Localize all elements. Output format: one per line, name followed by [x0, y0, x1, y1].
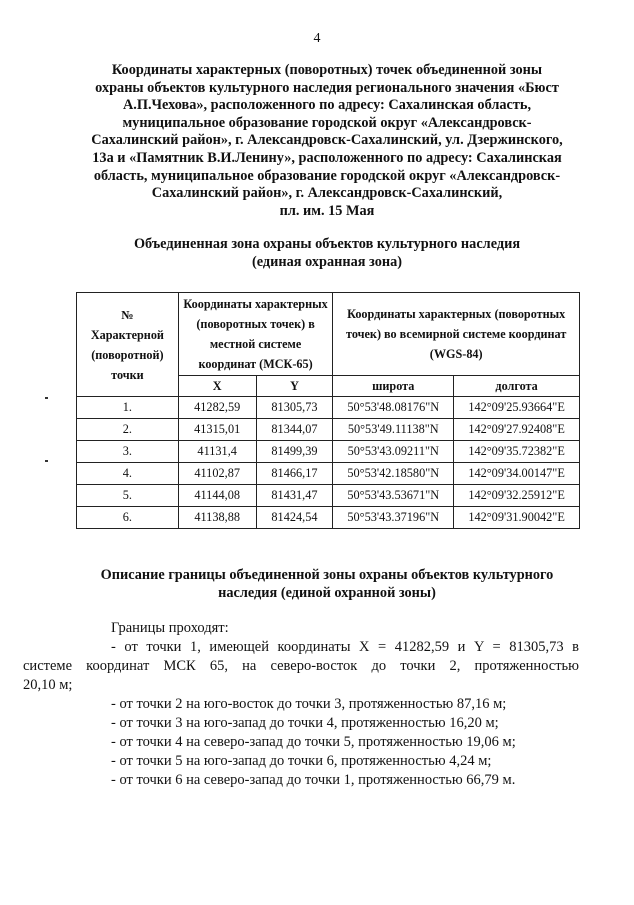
cell-latitude: 50°53'43.37196"N — [333, 507, 454, 529]
cell-point: 2. — [77, 419, 179, 441]
cell-longitude: 142°09'25.93664"E — [454, 397, 580, 419]
cell-longitude: 142°09'27.92408"E — [454, 419, 580, 441]
table-row — [77, 397, 580, 419]
title-line: охраны объектов культурного наследия регионального значения «Бюст — [95, 79, 559, 96]
title-line: область, муниципальное образование городской округ «Александровск- — [93, 167, 561, 184]
cell-x: 41144,08 — [178, 485, 256, 507]
scan-speck — [45, 460, 48, 462]
cell-x: 41282,59 — [178, 397, 256, 419]
boundary-item: - от точки 5 на юго-запад до точки 6, протяженностью 4,24 м; — [111, 753, 492, 769]
boundary-line: 20,10 м; — [23, 677, 73, 693]
table-row — [77, 507, 580, 529]
cell-latitude: 50°53'48.08176"N — [333, 397, 454, 419]
cell-x: 41315,01 — [178, 419, 256, 441]
cell-y: 81344,07 — [256, 419, 333, 441]
cell-y: 81305,73 — [256, 397, 333, 419]
boundary-intro: Границы проходят: — [111, 620, 229, 636]
boundary-item: - от точки 2 на юго-восток до точки 3, протяженностью 87,16 м; — [111, 696, 507, 712]
title-line: 13а и «Памятник В.И.Ленину», расположенного по адресу: Сахалинская — [92, 149, 562, 166]
header-x: X — [178, 376, 256, 397]
boundary-section-title — [40, 567, 614, 602]
cell-y: 81466,17 — [256, 463, 333, 485]
cell-latitude: 50°53'43.53671"N — [333, 485, 454, 507]
cell-latitude: 50°53'49.11138"N — [333, 419, 454, 441]
header-text: точки — [111, 367, 144, 382]
cell-point: 1. — [77, 397, 179, 419]
cell-y: 81424,54 — [256, 507, 333, 529]
title-line: пл. им. 15 Мая — [279, 202, 375, 219]
subtitle-line: Объединенная зона охраны объектов культурного наследия — [133, 236, 521, 252]
cell-point: 6. — [77, 507, 179, 529]
cell-longitude: 142°09'31.90042"E — [454, 507, 580, 529]
cell-point: 5. — [77, 485, 179, 507]
coordinates-table — [76, 292, 580, 529]
scan-speck — [45, 397, 48, 399]
page-number: 4 — [313, 31, 321, 46]
cell-latitude: 50°53'42.18580"N — [333, 463, 454, 485]
boundary-item: - от точки 3 на юго-запад до точки 4, протяженностью 16,20 м; — [111, 715, 499, 731]
header-wgs-coordinates — [333, 293, 580, 376]
cell-longitude: 142°09'34.00147"E — [454, 463, 580, 485]
title-line: Сахалинский район», г. Александровск-Сахалинский, ул. Дзержинского, — [91, 132, 563, 149]
header-text: Характерной — [90, 327, 164, 342]
header-text: местной системе — [209, 337, 302, 351]
header-local-coordinates — [178, 293, 333, 376]
cell-point: 3. — [77, 441, 179, 463]
header-point-number — [77, 293, 179, 397]
header-text: (поворотных точек) в — [196, 317, 315, 331]
cell-x: 41102,87 — [178, 463, 256, 485]
header-text: (поворотной) — [91, 347, 164, 362]
header-text: № — [121, 307, 134, 322]
header-text: Координаты характерных — [183, 297, 328, 311]
section-title-line: наследия (единой охранной зоны) — [218, 584, 436, 601]
cell-longitude: 142°09'35.72382"E — [454, 441, 580, 463]
title-line: муниципальное образование городской округ «Александровск- — [122, 114, 532, 131]
subtitle-line: (единая охранная зона) — [251, 253, 402, 270]
section-title-line: Описание границы объединенной зоны охраны объектов культурного — [100, 567, 554, 583]
zone-subtitle — [40, 236, 614, 271]
title-line: А.П.Чехова», расположенного по адресу: Сахалинская область, — [122, 97, 532, 114]
cell-x: 41138,88 — [178, 507, 256, 529]
boundary-item-first — [23, 638, 579, 695]
header-latitude: широта — [333, 376, 454, 397]
title-line: Координаты характерных (поворотных) точек объединенной зоны — [111, 62, 543, 78]
cell-y: 81431,47 — [256, 485, 333, 507]
boundary-item: - от точки 6 на северо-запад до точки 1, протяженностью 66,79 м. — [111, 772, 516, 788]
header-text: Координаты характерных (поворотных — [347, 307, 566, 321]
cell-x: 41131,4 — [178, 441, 256, 463]
table-row — [77, 441, 580, 463]
document-title — [40, 62, 614, 220]
boundary-line: - от точки 1, имеющей координаты X = 41282,59 и Y = 81305,73 в — [111, 639, 579, 655]
cell-longitude: 142°09'32.25912"E — [454, 485, 580, 507]
table-row — [77, 419, 580, 441]
table-row — [77, 485, 580, 507]
table-row — [77, 463, 580, 485]
cell-latitude: 50°53'43.09211"N — [333, 441, 454, 463]
cell-y: 81499,39 — [256, 441, 333, 463]
header-longitude: долгота — [454, 376, 580, 397]
boundary-item: - от точки 4 на северо-запад до точки 5, протяженностью 19,06 м; — [111, 734, 516, 750]
title-line: Сахалинский район», г. Александровск-Сахалинский, — [151, 185, 503, 202]
boundary-line: системе координат МСК 65, на северо-восток до точки 2, протяженностью — [23, 658, 579, 674]
cell-point: 4. — [77, 463, 179, 485]
table-header-row — [77, 293, 580, 376]
header-text: точек) во всемирной системе координат — [346, 327, 567, 341]
header-y: Y — [256, 376, 333, 397]
header-text: координат (МСК-65) — [198, 357, 313, 371]
header-text: (WGS-84) — [429, 347, 483, 361]
